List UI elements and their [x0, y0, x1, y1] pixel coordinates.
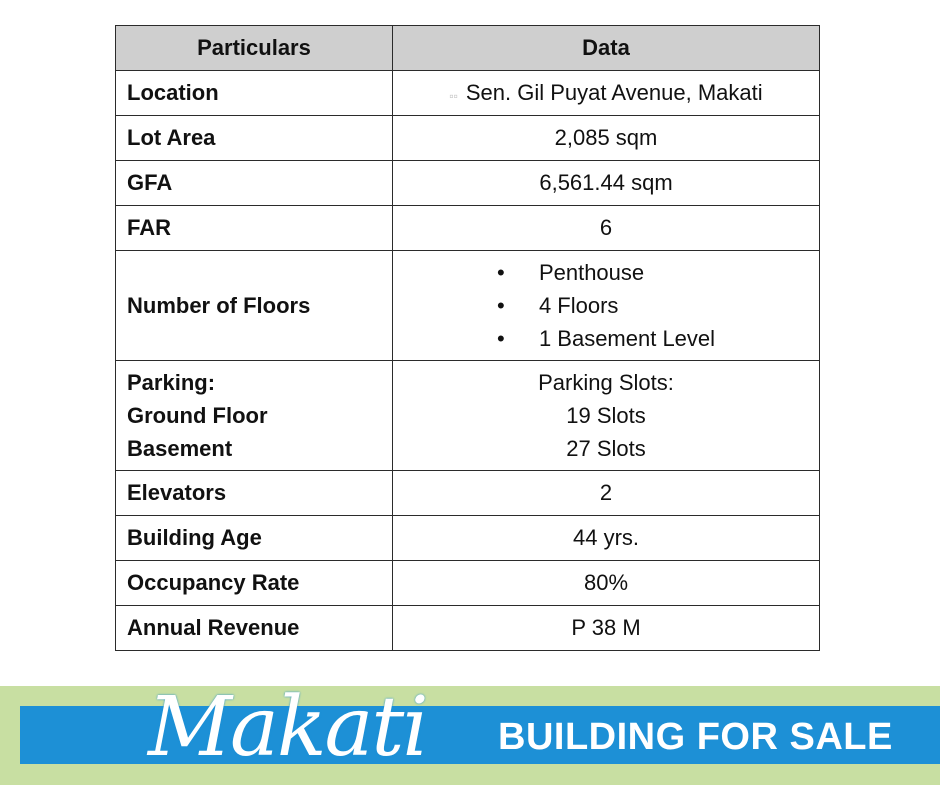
table-row-gfa: [116, 161, 820, 206]
label-basement: Basement: [127, 436, 233, 461]
table-row-building-age: [116, 516, 820, 561]
label-far: FAR: [116, 206, 393, 251]
table-row-revenue: [116, 606, 820, 651]
value-parking-cell: [393, 361, 820, 471]
value-revenue: P 38 M: [393, 606, 820, 651]
label-elevators: Elevators: [116, 471, 393, 516]
label-building-age: Building Age: [116, 516, 393, 561]
label-parking-cell: [116, 361, 393, 471]
label-lot-area: Lot Area: [116, 116, 393, 161]
table-row-occupancy: [116, 561, 820, 606]
table-row-parking: [116, 361, 820, 471]
banner-caption: BUILDING FOR SALE: [498, 716, 893, 758]
value-location-cell: [393, 71, 820, 116]
header-data: Data: [393, 26, 820, 71]
floors-list: [497, 256, 715, 355]
value-building-age: 44 yrs.: [393, 516, 820, 561]
table-row-lot-area: [116, 116, 820, 161]
table-row-floors: [116, 251, 820, 361]
label-occupancy: Occupancy Rate: [116, 561, 393, 606]
label-ground-floor: Ground Floor: [127, 403, 268, 428]
value-lot-area: 2,085 sqm: [393, 116, 820, 161]
list-item: • Penthouse: [497, 256, 715, 289]
list-item: • 1 Basement Level: [497, 322, 715, 355]
header-particulars: Particulars: [116, 26, 393, 71]
value-far: 6: [393, 206, 820, 251]
value-parking-slots-heading: Parking Slots:: [538, 370, 674, 395]
table-header-row: [116, 26, 820, 71]
value-location: Sen. Gil Puyat Avenue, Makati: [465, 80, 763, 105]
value-elevators: 2: [393, 471, 820, 516]
list-item: • 4 Floors: [497, 289, 715, 322]
property-details-table: [115, 25, 820, 651]
label-parking: Parking:: [127, 370, 216, 395]
label-gfa: GFA: [116, 161, 393, 206]
value-basement-slots: 27 Slots: [566, 436, 646, 461]
label-floors: Number of Floors: [116, 251, 393, 361]
label-revenue: Annual Revenue: [116, 606, 393, 651]
table-row-far: [116, 206, 820, 251]
label-location: Location: [116, 71, 393, 116]
redacted-address-number: ▫▫: [449, 89, 458, 103]
value-occupancy: 80%: [393, 561, 820, 606]
table-row-elevators: [116, 471, 820, 516]
value-floors-cell: [393, 251, 820, 361]
table-row-location: [116, 71, 820, 116]
value-ground-floor-slots: 19 Slots: [566, 403, 646, 428]
banner-script-title: Makati: [148, 680, 427, 775]
value-gfa: 6,561.44 sqm: [393, 161, 820, 206]
